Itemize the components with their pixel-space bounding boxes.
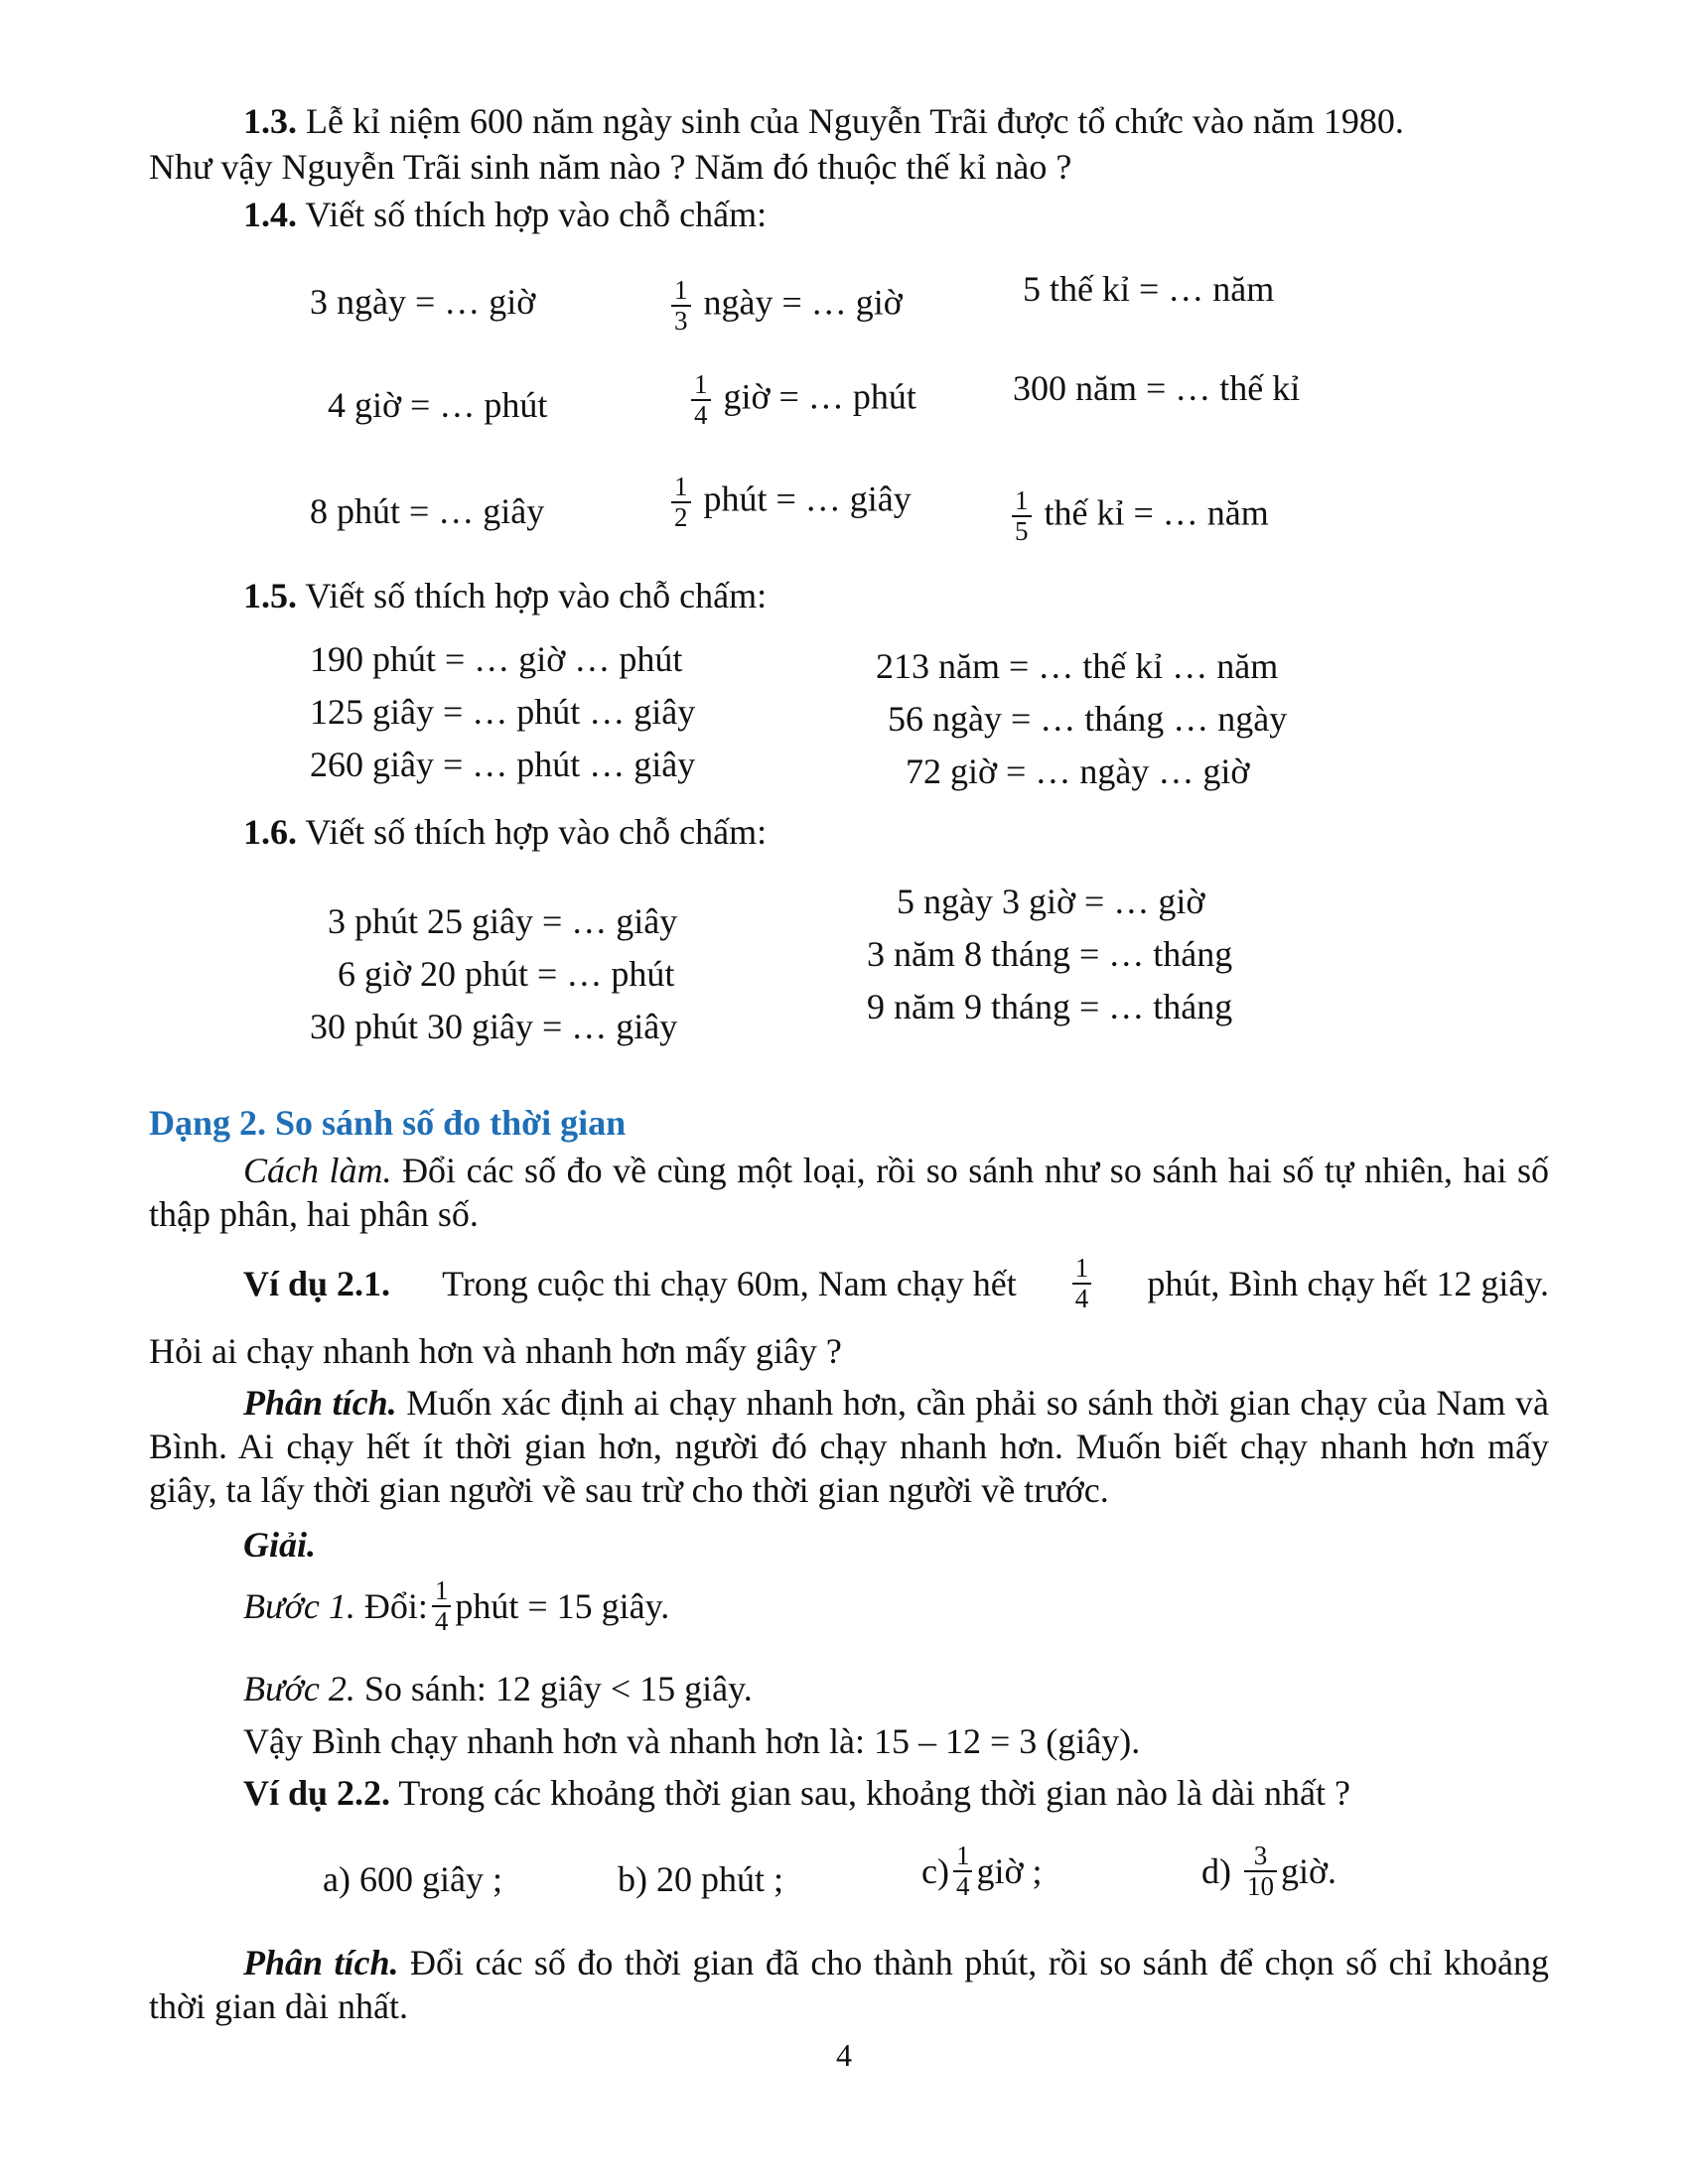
exercise-item: 5 ngày 3 giờ = … giờ (897, 882, 1205, 921)
example-text: phút, Bình chạy hết 12 giây. (1147, 1264, 1549, 1303)
fraction: $\frac{1}{4}$ (953, 1842, 973, 1901)
problem-text: Viết số thích hợp vào chỗ chấm: (305, 576, 768, 615)
fraction: $\frac{1}{4}$ (691, 370, 711, 430)
option-c: c) $\frac{1}{4}$ giờ ; (921, 1841, 1043, 1901)
problem-1-3-line1 (243, 100, 1404, 142)
section-heading: Dạng 2. So sánh số đo thời gian (149, 1103, 627, 1143)
exercise-item: 125 giây = … phút … giây (310, 692, 696, 732)
analysis-paragraph (149, 1941, 1549, 2028)
problem-1-3-line2: Như vậy Nguyễn Trãi sinh năm nào ? Năm đó thuộc thế kỉ nào ? (149, 147, 1072, 187)
exercise-item: 8 phút = … giây (310, 491, 545, 531)
exercise-item: 4 giờ = … phút (328, 385, 548, 425)
problem-number: 1.4. (243, 195, 297, 234)
option-d: d) $\frac{3}{10}$ giờ. (1201, 1841, 1337, 1901)
fraction: $\frac{3}{10}$ (1244, 1842, 1277, 1901)
exercise-item: $\frac{1}{5}$ thế kỉ = … năm (1008, 486, 1269, 546)
exercise-item: 5 thế kỉ = … năm (1023, 269, 1275, 309)
step-label: Bước 1. (243, 1586, 355, 1626)
example-2-1-line1 (243, 1254, 1549, 1313)
solution-step-1: Bước 1. Đổi: $\frac{1}{4}$ phút = 15 giây. (243, 1575, 670, 1636)
example-label: Ví dụ 2.1. (243, 1264, 391, 1303)
option-b: b) 20 phút ; (618, 1859, 783, 1899)
exercise-item: 260 giây = … phút … giây (310, 745, 696, 784)
exercise-item: 190 phút = … giờ … phút (310, 639, 683, 679)
step-label: Bước 2. (243, 1669, 355, 1708)
fraction: $\frac{1}{4}$ (1072, 1254, 1092, 1313)
solution-step-2: Bước 2. So sánh: 12 giây < 15 giây. (243, 1669, 753, 1708)
exercise-item: 30 phút 30 giây = … giây (310, 1007, 678, 1046)
problem-number: 1.3. (243, 101, 297, 141)
problem-1-5-title (243, 575, 767, 616)
analysis-text: Đổi các số đo thời gian đã cho thành phút, rồi so sánh để chọn số chỉ khoảng thời gian dài nhất. (149, 1943, 1550, 2026)
method-paragraph (149, 1149, 1549, 1236)
solution-conclusion: Vậy Bình chạy nhanh hơn và nhanh hơn là: 15 – 12 = 3 (giây). (243, 1721, 1141, 1761)
example-2-2-line1: Ví dụ 2.2. Trong các khoảng thời gian sau, khoảng thời gian nào là dài nhất ? (243, 1773, 1350, 1813)
exercise-item: $\frac{1}{4}$ giờ = … phút (687, 370, 916, 430)
exercise-item: 3 phút 25 giây = … giây (328, 901, 678, 941)
fraction: $\frac{1}{2}$ (671, 473, 691, 532)
problem-text: Viết số thích hợp vào chỗ chấm: (305, 812, 768, 852)
exercise-item: 3 năm 8 tháng = … tháng (867, 934, 1233, 974)
fraction: $\frac{1}{5}$ (1012, 486, 1032, 546)
fraction: $\frac{1}{4}$ (432, 1576, 452, 1636)
exercise-item: 56 ngày = … tháng … ngày (888, 699, 1288, 739)
exercise-item: 6 giờ 20 phút = … phút (338, 954, 675, 994)
exercise-item: 300 năm = … thế kỉ (1013, 368, 1301, 408)
exercise-item: $\frac{1}{3}$ ngày = … giờ (667, 276, 903, 336)
example-2-1-line2: Hỏi ai chạy nhanh hơn và nhanh hơn mấy giây ? (149, 1331, 842, 1371)
analysis-label: Phân tích. (243, 1383, 397, 1423)
solution-label: Giải. (243, 1525, 317, 1565)
problem-text: Viết số thích hợp vào chỗ chấm: (305, 195, 768, 234)
method-label: Cách làm. (243, 1151, 392, 1190)
analysis-paragraph (149, 1381, 1549, 1512)
problem-number: 1.6. (243, 812, 297, 852)
example-text: Trong cuộc thi chạy 60m, Nam chạy hết (442, 1264, 1017, 1303)
page-number: 4 (836, 2037, 852, 2073)
exercise-item: 9 năm 9 tháng = … tháng (867, 987, 1233, 1026)
problem-1-6-title (243, 811, 767, 853)
fraction: $\frac{1}{3}$ (671, 276, 691, 336)
problem-text: Lễ kỉ niệm 600 năm ngày sinh của Nguyễn Trãi được tổ chức vào năm 1980. (306, 101, 1404, 141)
problem-number: 1.5. (243, 576, 297, 615)
exercise-item: $\frac{1}{2}$ phút = … giây (667, 473, 912, 532)
method-text: Đổi các số đo về cùng một loại, rồi so sánh như so sánh hai số tự nhiên, hai số thập phân, hai phân số. (149, 1151, 1549, 1234)
exercise-item: 3 ngày = … giờ (310, 282, 536, 322)
exercise-item: 213 năm = … thế kỉ … năm (876, 646, 1279, 686)
example-label: Ví dụ 2.2. (243, 1773, 391, 1813)
exercise-item: 72 giờ = … ngày … giờ (906, 751, 1250, 791)
analysis-text: Muốn xác định ai chạy nhanh hơn, cần phải so sánh thời gian chạy của Nam và Bình. Ai chạy hết ít thời gian hơn, người đó chạy nhanh hơn. Muốn biết chạy nhanh hơn mấy giây, ta lấy thời gian người về sau trừ cho thời gian người về trước. (149, 1383, 1550, 1510)
analysis-label: Phân tích. (243, 1943, 399, 1982)
problem-1-4-title (243, 194, 767, 235)
option-a: a) 600 giây ; (323, 1859, 502, 1899)
